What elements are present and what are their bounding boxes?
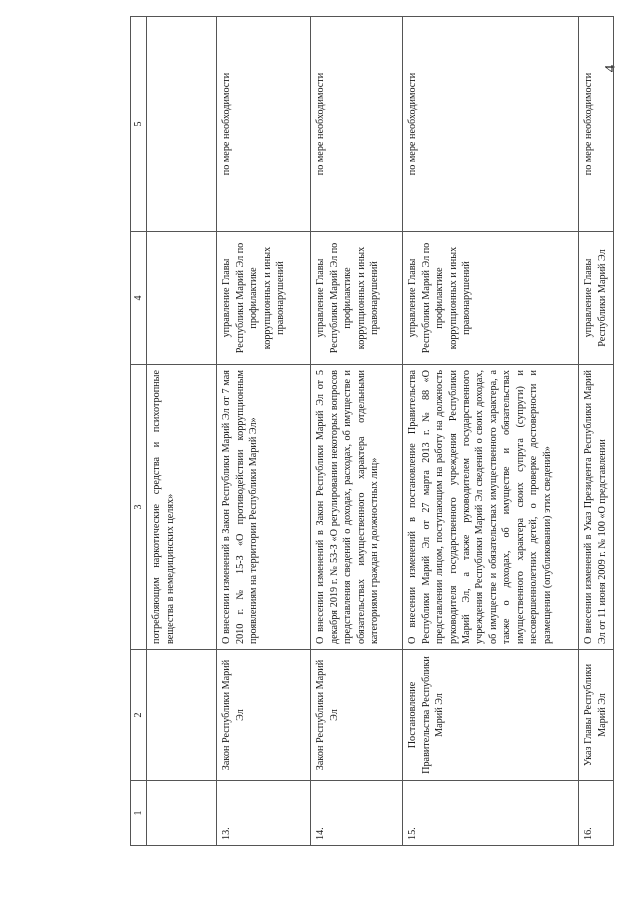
term: по мере необходимости: [217, 17, 311, 232]
act-title: О внесении изменений в Закон Республики Марий Эл от 7 мая 2010 г. № 15-З «О противодействии коррупционным проявлениям на территории Республики Марий Эл»: [217, 365, 311, 650]
act-title: О внесении изменений в Закон Республики Марий Эл от 5 декабря 2019 г. № 53-З «О регулировании некоторых вопросов представления сведений о доходах, расходах, об имуществе и обязательствах имущественного характера отдельными категориями граждан и должностных лиц»: [311, 365, 403, 650]
responsible: [147, 232, 217, 365]
page-number: 4: [601, 64, 618, 73]
row-number: 13.: [217, 781, 311, 846]
responsible: управление Главы Республики Марий Эл по профилактике коррупционных и иных правонарушений: [311, 232, 403, 365]
responsible: управление Главы Республики Марий Эл по профилактике коррупционных и иных правонарушений: [403, 232, 579, 365]
column-header: 3: [131, 365, 147, 650]
row-number: [147, 781, 217, 846]
column-header: 5: [131, 17, 147, 232]
act-type: Указ Главы Республики Марий Эл: [579, 650, 614, 781]
table-row: [311, 17, 403, 846]
term: по мере необходимости: [311, 17, 403, 232]
act-type: Закон Республики Марий Эл: [217, 650, 311, 781]
table-row: [579, 17, 614, 846]
table-row: [147, 17, 217, 846]
row-number: 15.: [403, 781, 579, 846]
column-header: 4: [131, 232, 147, 365]
column-header: 2: [131, 650, 147, 781]
row-number: 14.: [311, 781, 403, 846]
act-title: потребляющим наркотические средства и психотропные вещества в немедицинских целях»: [147, 365, 217, 650]
act-title: О внесении изменений в Указ Президента Республики Марий Эл от 11 июня 2009 г. № 100 «О представлении: [579, 365, 614, 650]
act-type: Закон Республики Марий Эл: [311, 650, 403, 781]
row-number: 16.: [579, 781, 614, 846]
table-row: [403, 17, 579, 846]
term: [147, 17, 217, 232]
act-type: Постановление Правительства Республики Марий Эл: [403, 650, 579, 781]
responsible: управление Главы Республики Марий Эл по профилактике коррупционных и иных правонарушений: [217, 232, 311, 365]
table-row: [217, 17, 311, 846]
act-type: [147, 650, 217, 781]
responsible: управление Главы Республики Марий Эл: [579, 232, 614, 365]
table-header-row: [131, 17, 147, 846]
term: по мере необходимости: [579, 17, 614, 232]
document-sheet: [130, 62, 638, 846]
term: по мере необходимости: [403, 17, 579, 232]
act-title: О внесении изменений в постановление Правительства Республики Марий Эл от 27 марта 2013 г. № 88 «О представлении лицом, поступающим на работу на должность руководителя государственного учреждения Республики Марий Эл, а также руководителем государственного учреждения Республики Марий Эл сведений о своих доходах, об имуществе и обязательствах имущественного характера, а также о доходах, об имуществе и обязательствах имущественного характера своих супруга (супруги) и несовершеннолетних детей, о проверке достоверности и размещении (опубликовании) этих сведений»: [403, 365, 579, 650]
plan-table: [130, 16, 614, 846]
column-header: 1: [131, 781, 147, 846]
